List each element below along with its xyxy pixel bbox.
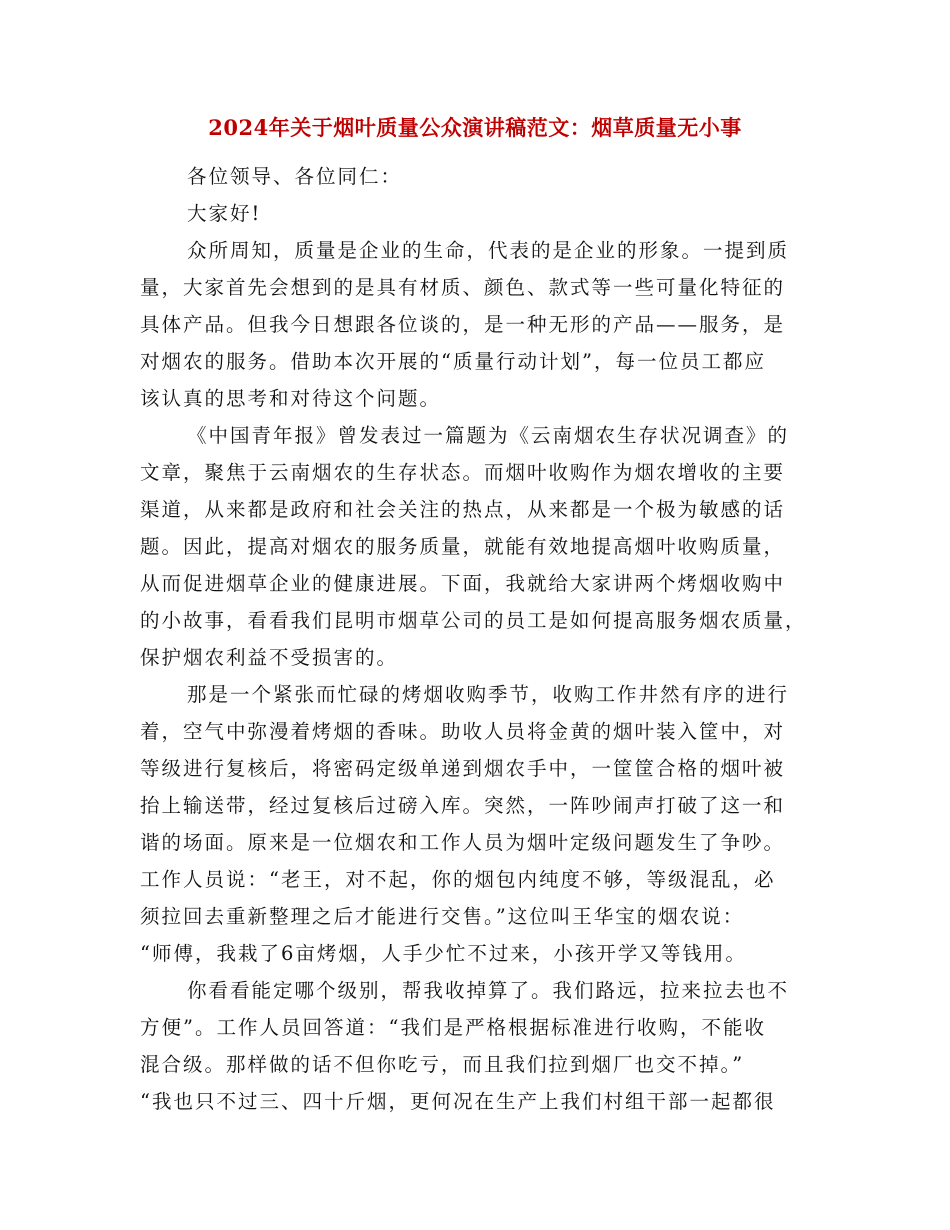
paragraph-3-line-1: 那是一个紧张而忙碌的烤烟收购季节，收购工作井然有序的进行 — [187, 683, 790, 706]
paragraph-2-line-3: 渠道，从来都是政府和社会关注的热点，从来都是一个极为敏感的话 — [140, 498, 786, 521]
paragraph-3-line-4: 抬上输送带，经过复核后过磅入库。突然，一阵吵闹声打破了这一和 — [140, 794, 786, 817]
paragraph-3-line-7: 须拉回去重新整理之后才能进行交售。”这位叫王华宝的烟农说： — [140, 905, 745, 928]
paragraph-2-line-1: 《中国青年报》曾发表过一篇题为《云南烟农生存状况调查》的 — [187, 424, 790, 447]
paragraph-4-line-1: 你看看能定哪个级别，帮我收掉算了。我们路远，拉来拉去也不 — [187, 979, 790, 1002]
paragraph-2-line-5: 从而促进烟草企业的健康进展。下面，我就给大家讲两个烤烟收购中 — [140, 572, 786, 595]
salutation: 各位领导、各位同仁： — [187, 165, 403, 188]
paragraph-3-line-6: 工作人员说：“老王，对不起，你的烟包内纯度不够，等级混乱，必 — [140, 868, 776, 891]
paragraph-2-line-2: 文章，聚焦于云南烟农的生存状态。而烟叶收购作为烟农增收的主要 — [140, 461, 786, 484]
paragraph-2-line-6: 的小故事，看看我们昆明市烟草公司的员工是如何提高服务烟农质量， — [140, 609, 807, 632]
paragraph-1-line-4: 对烟农的服务。借助本次开展的“质量行动计划”，每一位员工都应 — [140, 350, 766, 373]
paragraph-1-line-2: 量，大家首先会想到的是具有材质、颜色、款式等一些可量化特征的 — [140, 276, 786, 299]
paragraph-2-line-4: 题。因此，提高对烟农的服务质量，就能有效地提高烟叶收购质量， — [140, 535, 786, 558]
paragraph-1-line-3: 具体产品。但我今日想跟各位谈的，是一种无形的产品——服务，是 — [140, 313, 786, 336]
paragraph-1-line-1: 众所周知，质量是企业的生命，代表的是企业的形象。一提到质 — [187, 239, 790, 262]
paragraph-4-line-3: 混合级。那样做的话不但你吃亏，而且我们拉到烟厂也交不掉。” — [140, 1053, 745, 1076]
document-body — [140, 158, 807, 1120]
paragraph-1-line-5: 该认真的思考和对待这个问题。 — [140, 387, 442, 410]
paragraph-4-line-4: “我也只不过三、四十斤烟，更何况在生产上我们村组干部一起都很 — [140, 1090, 776, 1113]
paragraph-3-line-5: 谐的场面。原来是一位烟农和工作人员为烟叶定级问题发生了争吵。 — [140, 831, 786, 854]
paragraph-2-line-7: 保护烟农利益不受损害的。 — [140, 646, 399, 669]
paragraph-3-line-8: “师傅，我栽了6亩烤烟，人手少忙不过来，小孩开学又等钱用。 — [140, 942, 747, 965]
paragraph-3-line-3: 等级进行复核后，将密码定级单递到烟农手中，一筐筐合格的烟叶被 — [140, 757, 786, 780]
document-title: 2024年关于烟叶质量公众演讲稿范文：烟草质量无小事 — [208, 115, 742, 140]
paragraph-3-line-2: 着，空气中弥漫着烤烟的香味。助收人员将金黄的烟叶装入筐中，对 — [140, 720, 786, 743]
greeting: 大家好! — [187, 202, 262, 225]
paragraph-4-line-2: 方便”。工作人员回答道：“我们是严格根据标准进行收购，不能收 — [140, 1016, 766, 1039]
